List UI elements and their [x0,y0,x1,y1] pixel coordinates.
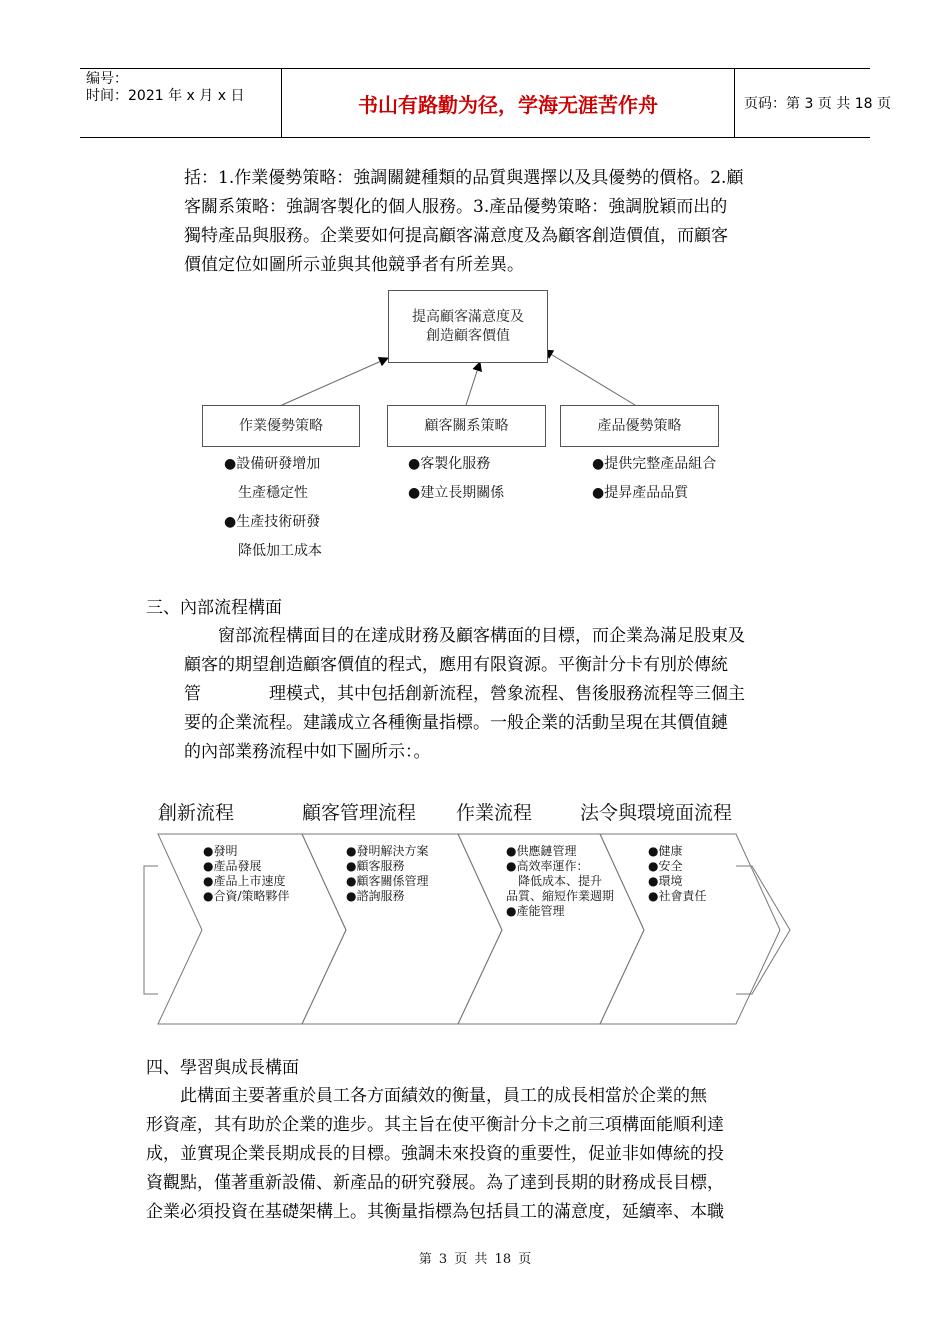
list-item: ●合資/策略夥伴 [203,889,290,903]
section4-line: 此構面主要著重於員工各方面績效的衡量，員工的成長相當於企業的無 [146,1086,707,1106]
section3-line: 的內部業務流程中如下圖所示：。 [184,742,431,762]
goal-line1: 提高顧客滿意度及 [412,308,524,325]
chain-title-operations: 作業流程 [456,802,533,824]
section4-line: 成，並實現企業長期成長的目標。強調未來投資的重要性，促並非如傳統的投 [146,1144,724,1164]
list-item: ●顧客服務 [346,859,405,873]
list-item: ●提供完整產品組合 [592,456,717,472]
chain-title-customer: 顧客管理流程 [302,802,417,824]
list-item: ●產品上市速度 [203,874,286,888]
list-item: ●發明 [203,844,238,858]
chain-end-arrow [736,866,790,994]
list-item: ●安全 [648,859,683,873]
section4-line: 形資產，其有助於企業的進步。其主旨在使平衡計分卡之前三項構面能順利達 [146,1115,724,1135]
section3-heading: 三、內部流程構面 [146,598,282,618]
list-item: ●諮詢服務 [346,889,405,903]
intro-line: 價值定位如圖所示並與其他競爭者有所差異。 [184,255,524,275]
list-item: 降低加工成本 [224,543,322,559]
header-motto: 书山有路勤为径，学海无涯苦作舟 [282,69,735,137]
regulatory-bullets [648,844,706,904]
intro-line: 客關系策略：強調客製化的個人服務。3.產品優勢策略：強調脫穎而出的 [184,197,728,217]
section3-line: 窗部流程構面目的在達成財務及顧客構面的目標，而企業為滿足股東及 [184,626,745,646]
list-item: ●生產技術研發 [224,514,321,530]
list-item: 降低成本、提升 [506,874,603,888]
list-item: ●高效率運作： [506,859,589,873]
list-item: ●社會責任 [648,889,707,903]
strategy-box-operations: 作業優勢策略 [202,405,360,447]
header-time-label: 时间：2021 年 x 月 x 日 [86,88,245,104]
intro-line: 括：1.作業優勢策略：強調關鍵種類的品質與選擇以及具優勢的價格。2.顧 [184,168,744,188]
goal-line2: 創造顧客價值 [426,327,510,344]
header-number-label: 编号： [86,71,128,87]
chain-start-bracket [144,866,158,994]
header-page-label: 页码：第 3 页 共 18 页 [744,96,891,112]
strategy-box-product: 產品優勢策略 [560,405,719,447]
list-item: ●顧客關係管理 [346,874,429,888]
section4-line: 資觀點，僅著重新設備、新產品的研究發展。為了達到長期的財務成長目標， [146,1173,724,1193]
section3-line: 顧客的期望創造顧客價值的程式，應用有限資源。平衡計分卡有別於傳統 [184,655,728,675]
list-item: ●客製化服務 [408,456,491,472]
section3-line: 管 理模式，其中包括創新流程，營象流程、售後服務流程等三個主 [184,684,745,704]
intro-line: 獨特產品與服務。企業要如何提高顧客滿意度及為顧客創造價值，而顧客 [184,226,728,246]
innovation-bullets [203,844,290,904]
list-item: ●建立長期關係 [408,485,505,501]
section4-line: 企業必須投資在基礎架構上。其衡量指標為包括員工的滿意度，延續率、本職 [146,1202,724,1222]
operations-process-bullets [506,844,614,919]
list-item: ●產品發展 [203,859,262,873]
strategy-box-customer: 顧客關系策略 [387,405,546,447]
page-footer: 第 3 页 共 18 页 [418,1252,532,1267]
list-item: ●設備研發增加 [224,456,321,472]
list-item: ●供應鏈管理 [506,844,577,858]
list-item: ●產能管理 [506,904,565,918]
list-item: ●發明解決方案 [346,844,429,858]
section3-line: 要的企業流程。建議成立各種衡量指標。一般企業的活動呈現在其價值鏈 [184,713,728,733]
list-item: ●提昇產品品質 [592,485,689,501]
list-item: ●環境 [648,874,683,888]
chain-title-innovation: 創新流程 [158,802,235,824]
list-item: 品質、縮短作業週期 [506,889,615,903]
list-item: ●健康 [648,844,683,858]
section4-heading: 四、學習與成長構面 [146,1058,299,1078]
section4-paragraph [146,1082,816,1227]
list-item: 生產穩定性 [224,485,308,501]
customer-mgmt-bullets [346,844,428,904]
chain-title-regulatory: 法令與環境面流程 [580,802,733,824]
